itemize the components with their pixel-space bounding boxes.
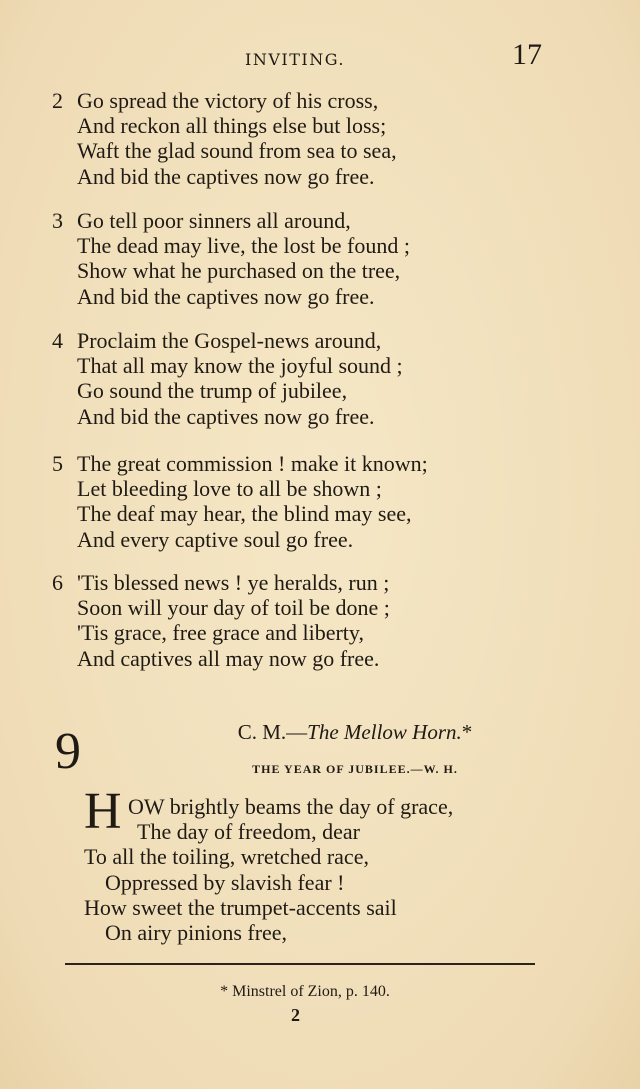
hymn-line: OW brightly beams the day of grace, [128,794,454,819]
hymn-subtitle: THE YEAR OF JUBILEE.—W. H. [252,762,458,776]
running-title: INVITING. [245,50,345,69]
verse-number: 6 [52,570,63,595]
hymn-line: How sweet the trumpet-accents sail [84,895,397,920]
tune-name: The Mellow Horn. [307,720,462,744]
verse-line: Let bleeding love to all be shown ; [77,476,382,501]
verse-line: Go sound the trump of jubilee, [77,378,348,403]
verse-number: 2 [52,88,63,113]
verse-line: And bid the captives now go free. [77,404,375,429]
verse-line: The great commission ! make it known; [77,451,428,476]
verse-line: 'Tis blessed news ! ye heralds, run ; [77,570,390,595]
verse-line: That all may know the joyful sound ; [77,353,403,378]
meter: C. M.— [237,720,308,744]
verse-number: 5 [52,451,63,476]
verse-line: And reckon all things else but loss; [77,113,387,138]
page-number: 17 [512,38,542,71]
hymn-line: The day of freedom, dear [137,819,360,844]
hymn-line: Oppressed by slavish fear ! [105,870,345,895]
drop-cap: H [84,783,122,840]
verse-line: And bid the captives now go free. [77,164,375,189]
verse-line: Proclaim the Gospel-news around, [77,328,382,353]
verse-number: 3 [52,208,63,233]
hymn-meter-tune [0,720,640,745]
hymn-line: On airy pinions free, [105,920,288,945]
verse-number: 4 [52,328,63,353]
verse-line: 'Tis grace, free grace and liberty, [77,620,364,645]
hymn-line: To all the toiling, wretched race, [84,844,369,869]
printer-signature: 2 [291,1005,300,1025]
footnote-mark: * [461,720,473,744]
verse-line: Soon will your day of toil be done ; [77,595,390,620]
verse-line: And every captive soul go free. [77,527,354,552]
footnote-rule [65,963,535,965]
verse-line: Go spread the victory of his cross, [77,88,379,113]
verse-line: And bid the captives now go free. [77,284,375,309]
verse-line: Go tell poor sinners all around, [77,208,351,233]
footnote: * Minstrel of Zion, p. 140. [220,983,390,1000]
verse-line: The deaf may hear, the blind may see, [77,501,412,526]
verse-line: Waft the glad sound from sea to sea, [77,138,397,163]
verse-line: The dead may live, the lost be found ; [77,233,410,258]
hymn-number: 9 [55,723,81,780]
verse-line: Show what he purchased on the tree, [77,258,401,283]
verse-line: And captives all may now go free. [77,646,380,671]
